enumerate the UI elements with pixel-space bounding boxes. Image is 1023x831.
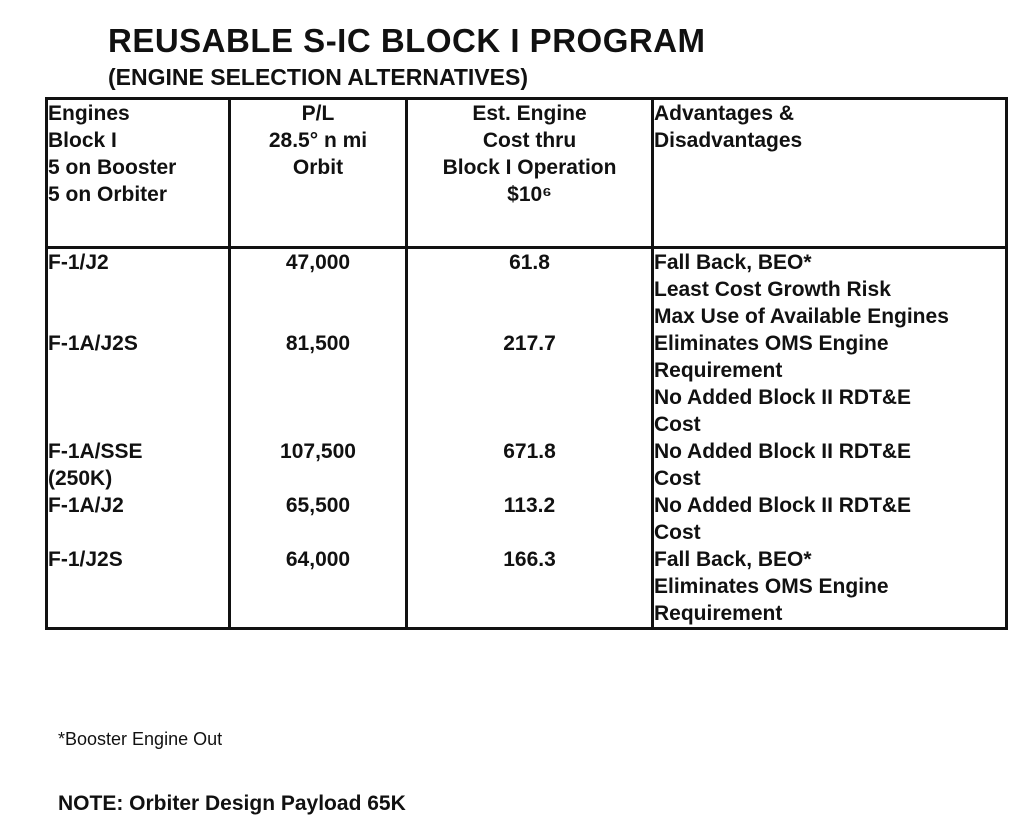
table-row xyxy=(47,248,1007,331)
header-cost-line: Est. Engine xyxy=(472,102,587,125)
footnote: *Booster Engine Out xyxy=(58,729,223,749)
page-subtitle: (ENGINE SELECTION ALTERNATIVES) xyxy=(108,64,528,90)
header-cost-line: Cost thru xyxy=(482,129,577,152)
cell-advantages xyxy=(653,248,1007,331)
table-row xyxy=(47,546,1007,629)
cell-payload: 65,500 xyxy=(230,492,407,546)
header-cost-line: Block I Operation xyxy=(442,156,617,179)
table-row xyxy=(47,492,1007,546)
header-engines-line: Block I xyxy=(48,129,117,152)
header-cost-line: $10⁶ xyxy=(507,183,552,206)
advantage-line: Cost xyxy=(654,467,701,490)
header-payload-line: 28.5° n mi xyxy=(268,129,368,152)
advantage-line: Eliminates OMS Engine xyxy=(654,575,889,598)
cell-cost: 217.7 xyxy=(407,330,653,438)
cell-engines xyxy=(47,248,230,331)
engine-label: F-1A/J2S xyxy=(48,332,138,355)
engine-label: F-1/J2 xyxy=(48,251,109,274)
header-payload-line: Orbit xyxy=(292,156,344,179)
advantage-line: Requirement xyxy=(654,602,783,625)
header-advantages-line: Disadvantages xyxy=(654,129,803,152)
advantage-line: Max Use of Available Engines xyxy=(654,305,949,328)
header-engines-line: 5 on Orbiter xyxy=(48,183,168,206)
advantage-line: Fall Back, BEO* xyxy=(654,251,812,274)
cell-cost: 113.2 xyxy=(407,492,653,546)
cell-engines xyxy=(47,438,230,492)
cell-engines xyxy=(47,330,230,438)
header-cost xyxy=(407,99,653,248)
cell-engines xyxy=(47,492,230,546)
table-header-row xyxy=(47,99,1007,248)
table-row xyxy=(47,330,1007,438)
design-note: NOTE: Orbiter Design Payload 65K xyxy=(58,792,406,815)
header-engines-line: 5 on Booster xyxy=(48,156,177,179)
header-engines xyxy=(47,99,230,248)
cell-advantages xyxy=(653,330,1007,438)
cell-payload: 47,000 xyxy=(230,248,407,331)
engine-label: F-1A/SSE xyxy=(48,440,143,463)
advantage-line: No Added Block II RDT&E xyxy=(654,386,912,409)
cell-cost: 61.8 xyxy=(407,248,653,331)
header-advantages-line: Advantages & xyxy=(654,102,795,125)
cell-payload: 107,500 xyxy=(230,438,407,492)
cell-advantages xyxy=(653,492,1007,546)
advantage-line: Eliminates OMS Engine xyxy=(654,332,889,355)
table-row xyxy=(47,438,1007,492)
engine-label: (250K) xyxy=(48,467,113,490)
header-payload xyxy=(230,99,407,248)
advantage-line: Cost xyxy=(654,413,701,436)
cell-payload: 64,000 xyxy=(230,546,407,629)
advantage-line: Fall Back, BEO* xyxy=(654,548,812,571)
advantage-line: Cost xyxy=(654,521,701,544)
cell-payload: 81,500 xyxy=(230,330,407,438)
cell-engines xyxy=(47,546,230,629)
header-advantages xyxy=(653,99,1007,248)
advantage-line: Requirement xyxy=(654,359,783,382)
cell-advantages xyxy=(653,546,1007,629)
advantage-line: No Added Block II RDT&E xyxy=(654,494,912,517)
engine-label: F-1A/J2 xyxy=(48,494,124,517)
cell-cost: 671.8 xyxy=(407,438,653,492)
page-title: REUSABLE S-IC BLOCK I PROGRAM xyxy=(108,22,706,59)
advantage-line: No Added Block II RDT&E xyxy=(654,440,912,463)
cell-cost: 166.3 xyxy=(407,546,653,629)
engine-label: F-1/J2S xyxy=(48,548,123,571)
header-engines-line: Engines xyxy=(48,102,130,125)
header-payload-line: P/L xyxy=(301,102,335,125)
advantage-line: Least Cost Growth Risk xyxy=(654,278,891,301)
cell-advantages xyxy=(653,438,1007,492)
engine-selection-table xyxy=(45,97,1008,630)
